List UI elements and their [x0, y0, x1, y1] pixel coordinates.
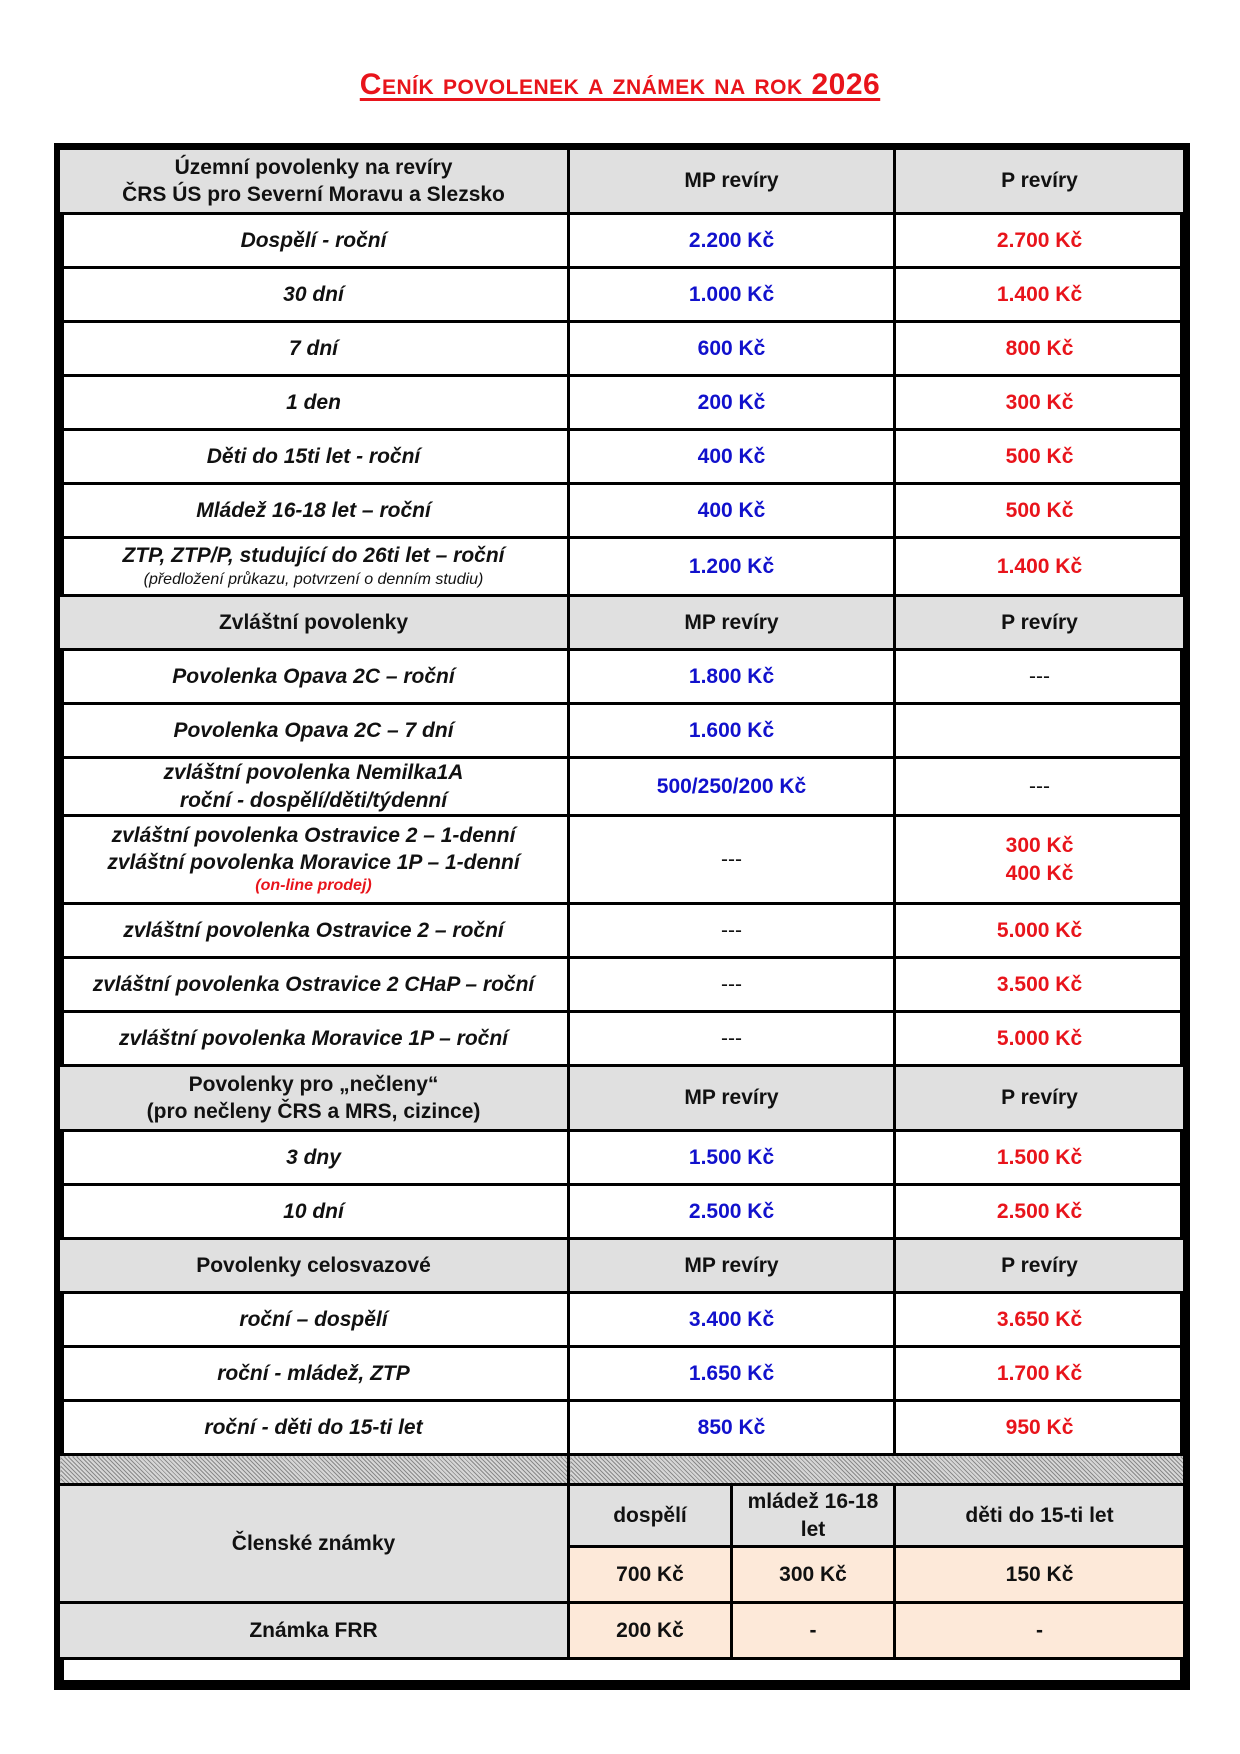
price-mp: 1.600 Kč — [569, 704, 895, 758]
row-label-line: zvláštní povolenka Nemilka1A — [163, 761, 464, 785]
header-mp: MP revíry — [569, 1239, 895, 1293]
table-row — [59, 1131, 1185, 1185]
col-dospeli: dospělí — [569, 1485, 732, 1547]
row-label — [59, 538, 569, 596]
price-dospeli: 700 Kč — [569, 1547, 732, 1603]
row-label: zvláštní povolenka Moravice 1P – roční — [59, 1012, 569, 1066]
price-mp: 500/250/200 Kč — [569, 758, 895, 816]
row-label: 30 dní — [59, 268, 569, 322]
section-header-zvlastni — [59, 596, 1185, 650]
price-mp: 200 Kč — [569, 376, 895, 430]
price-p: 3.650 Kč — [895, 1293, 1185, 1347]
price-p: 1.500 Kč — [895, 1131, 1185, 1185]
price-p: 500 Kč — [895, 430, 1185, 484]
header-zvlastni-label: Zvláštní povolenky — [59, 596, 569, 650]
table-row — [59, 268, 1185, 322]
row-label-main: ZTP, ZTP/P, studující do 26ti let – roční — [122, 544, 505, 568]
price-mp: 1.000 Kč — [569, 268, 895, 322]
price-mp: --- — [569, 816, 895, 904]
table-row — [59, 1185, 1185, 1239]
header-uzemni-label — [59, 149, 569, 214]
price-p: 2.700 Kč — [895, 214, 1185, 268]
price-table — [57, 147, 1186, 1660]
price-mp: --- — [569, 1012, 895, 1066]
separator-row — [59, 1455, 1185, 1485]
price-deti: 150 Kč — [895, 1547, 1185, 1603]
header-line: (pro nečleny ČRS a MRS, cizince) — [146, 1100, 481, 1123]
row-label: Děti do 15ti let - roční — [59, 430, 569, 484]
znamky-header-row — [59, 1485, 1185, 1547]
price-p: 1.700 Kč — [895, 1347, 1185, 1401]
header-line: Územní povolenky na revíry — [174, 155, 453, 179]
hatch-separator — [59, 1455, 569, 1485]
table-row — [59, 816, 1185, 904]
row-label — [59, 816, 569, 904]
col-mladez: mládež 16-18 let — [732, 1485, 895, 1547]
row-label: 1 den — [59, 376, 569, 430]
table-row — [59, 376, 1185, 430]
table-row — [59, 904, 1185, 958]
hatch-separator — [569, 1455, 1185, 1485]
row-label: Povolenka Opava 2C – 7 dní — [59, 704, 569, 758]
row-label-line: zvláštní povolenka Ostravice 2 – 1-denní — [111, 823, 516, 847]
price-p — [895, 704, 1185, 758]
price-p: --- — [895, 758, 1185, 816]
table-row — [59, 322, 1185, 376]
row-label: zvláštní povolenka Ostravice 2 CHaP – roční — [59, 958, 569, 1012]
price-mp: 3.400 Kč — [569, 1293, 895, 1347]
price-mp: 1.800 Kč — [569, 650, 895, 704]
header-line: Povolenky pro „nečleny“ — [188, 1072, 439, 1096]
row-label-line: zvláštní povolenka Moravice 1P – 1-denní — [107, 851, 520, 875]
row-label: Povolenka Opava 2C – roční — [59, 650, 569, 704]
row-label: 10 dní — [59, 1185, 569, 1239]
row-label: zvláštní povolenka Ostravice 2 – roční — [59, 904, 569, 958]
row-label: roční - mládež, ZTP — [59, 1347, 569, 1401]
header-p: P revíry — [895, 1066, 1185, 1131]
price-mp: 1.500 Kč — [569, 1131, 895, 1185]
price-p: 3.500 Kč — [895, 958, 1185, 1012]
row-label: Mládež 16-18 let – roční — [59, 484, 569, 538]
price-p: 1.400 Kč — [895, 268, 1185, 322]
price-line: 300 Kč — [1005, 834, 1074, 858]
price-mp: --- — [569, 958, 895, 1012]
header-mp: MP revíry — [569, 149, 895, 214]
price-p: 500 Kč — [895, 484, 1185, 538]
section-header-uzemni — [59, 149, 1185, 214]
table-row — [59, 758, 1185, 816]
header-p: P revíry — [895, 596, 1185, 650]
header-mp: MP revíry — [569, 1066, 895, 1131]
header-mp: MP revíry — [569, 596, 895, 650]
table-row — [59, 1401, 1185, 1455]
row-label — [59, 758, 569, 816]
price-p: 2.500 Kč — [895, 1185, 1185, 1239]
row-label: 7 dní — [59, 322, 569, 376]
price-p: 950 Kč — [895, 1401, 1185, 1455]
table-row — [59, 484, 1185, 538]
price-p: 5.000 Kč — [895, 1012, 1185, 1066]
price-mp: 1.650 Kč — [569, 1347, 895, 1401]
price-p: --- — [895, 650, 1185, 704]
row-label-line: roční - dospělí/děti/týdenní — [179, 788, 448, 812]
header-necleny-label — [59, 1066, 569, 1131]
price-mp: 1.200 Kč — [569, 538, 895, 596]
row-label: roční - děti do 15-ti let — [59, 1401, 569, 1455]
price-p: 300 Kč — [895, 376, 1185, 430]
price-mp: 600 Kč — [569, 322, 895, 376]
price-p: 800 Kč — [895, 322, 1185, 376]
price-mp: 400 Kč — [569, 430, 895, 484]
price-mp: --- — [569, 904, 895, 958]
price-p: 1.400 Kč — [895, 538, 1185, 596]
table-row — [59, 1347, 1185, 1401]
price-mp: 2.500 Kč — [569, 1185, 895, 1239]
price-p: 5.000 Kč — [895, 904, 1185, 958]
table-row — [59, 704, 1185, 758]
frr-row — [59, 1603, 1185, 1659]
table-row — [59, 430, 1185, 484]
table-row — [59, 214, 1185, 268]
table-row — [59, 958, 1185, 1012]
price-mp: 2.200 Kč — [569, 214, 895, 268]
col-deti: děti do 15-ti let — [895, 1485, 1185, 1547]
table-row — [59, 650, 1185, 704]
row-note: (předložení průkazu, potvrzení o denním studiu) — [143, 570, 484, 588]
frr-deti: - — [895, 1603, 1185, 1659]
frr-dospeli: 200 Kč — [569, 1603, 732, 1659]
section-header-necleny — [59, 1066, 1185, 1131]
header-p: P revíry — [895, 1239, 1185, 1293]
price-p — [895, 816, 1185, 904]
znamky-label: Členské známky — [59, 1485, 569, 1603]
price-line: 400 Kč — [1005, 861, 1074, 885]
price-mp: 400 Kč — [569, 484, 895, 538]
frr-mladez: - — [732, 1603, 895, 1659]
header-p: P revíry — [895, 149, 1185, 214]
page-title: Ceník povolenek a známek na rok 2026 — [359, 68, 881, 101]
row-label: Dospělí - roční — [59, 214, 569, 268]
row-label: 3 dny — [59, 1131, 569, 1185]
row-label: roční – dospělí — [59, 1293, 569, 1347]
table-row — [59, 1012, 1185, 1066]
online-note: (on-line prodej) — [255, 877, 372, 895]
section-header-celosvazove — [59, 1239, 1185, 1293]
header-line: ČRS ÚS pro Severní Moravu a Slezsko — [122, 183, 505, 206]
table-row — [59, 538, 1185, 596]
header-celosvazove-label: Povolenky celosvazové — [59, 1239, 569, 1293]
frr-label: Známka FRR — [59, 1603, 569, 1659]
price-mp: 850 Kč — [569, 1401, 895, 1455]
table-row — [59, 1293, 1185, 1347]
price-mladez: 300 Kč — [732, 1547, 895, 1603]
